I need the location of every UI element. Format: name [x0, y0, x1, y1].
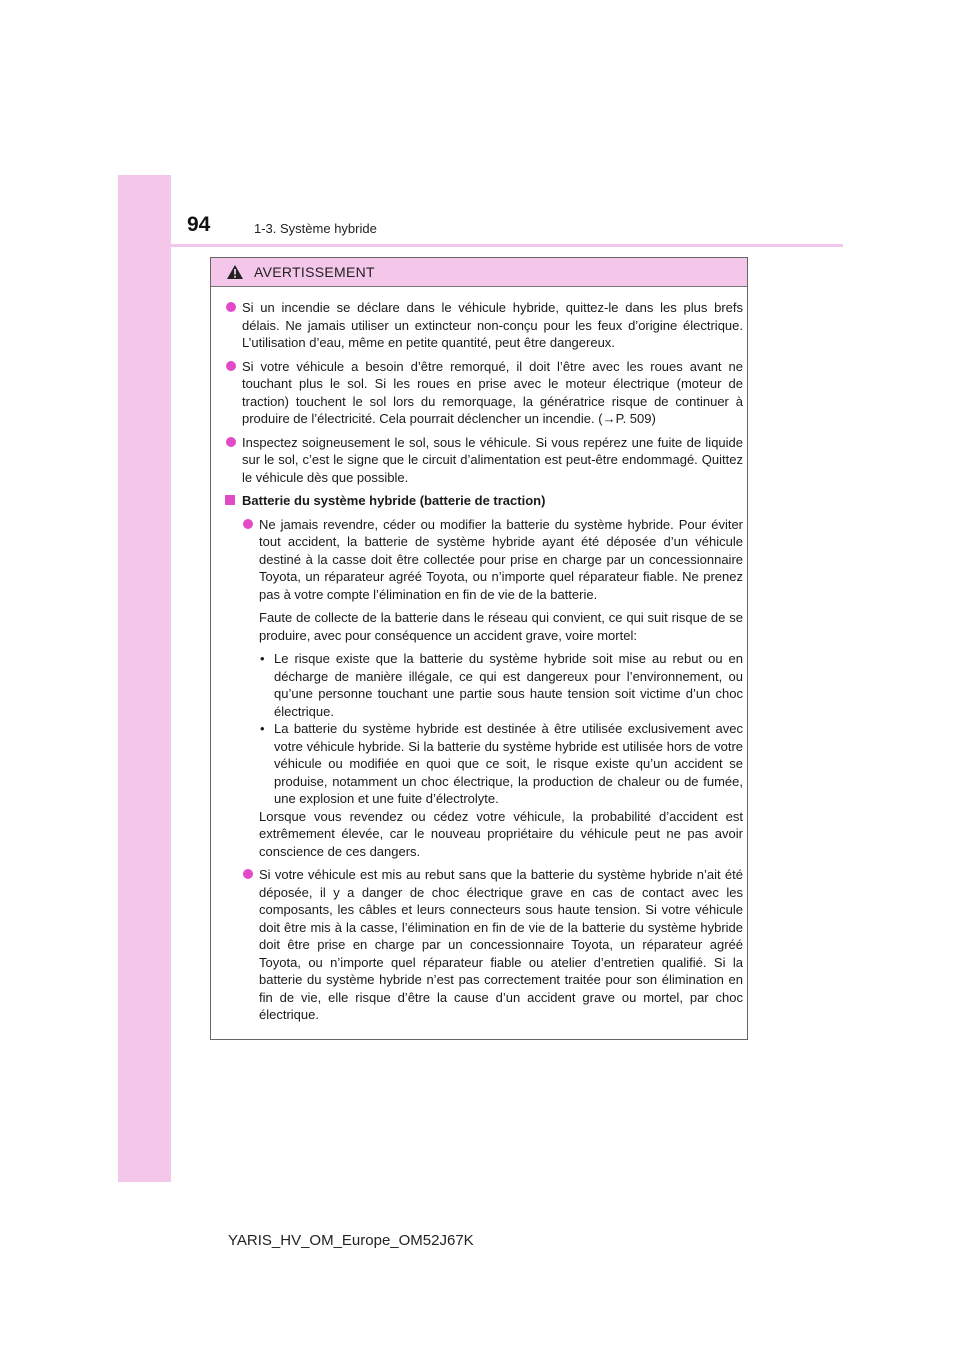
- list-item: [259, 650, 743, 720]
- warning-bullet-text: Ne jamais revendre, céder ou modifier la batterie du système hybride. Pour éviter tout accident, la batterie de système hybride ayant été déposée d’un véhicule destiné à la casse doit être collectée pour prise en charge par un concessionnaire Toyota, un réparateur agréé Toyota, ou n’importe quel réparateur fiable. Ne prenez pas à votre compte l’élimination en fin de vie de la batterie.: [259, 516, 743, 602]
- warning-bullet-text: Si votre véhicule a besoin d’être remorqué, il doit l’être avec les roues avant ne touchant plus le sol. Si les roues en prise avec le moteur électrique (moteur de traction) touchent le sol lors du remorquage, la génératrice risque de continuer à produire de l’électricité. Cela pourrait déclencher un incendie. (→P. 509): [242, 358, 743, 426]
- bullet-mark: •: [260, 651, 265, 666]
- list-item-text: Le risque existe que la batterie du système hybride soit mise au rebut ou en décharge de manière illégale, ce qui est dangereux pour l’environnement, ou qu’une personne touchant une partie sous haute tension soit victime d’un choc électrique.: [274, 651, 743, 719]
- warning-triangle-icon: [226, 264, 244, 280]
- square-marker-icon: [225, 495, 235, 505]
- footer-doc-id: YARIS_HV_OM_Europe_OM52J67K: [228, 1232, 474, 1249]
- warning-bullet: [225, 358, 743, 428]
- warning-bullet-text: Inspectez soigneusement le sol, sous le véhicule. Si vous repérez une fuite de liquide sur le sol, c’est le signe que le circuit d’alimentation est peut-être endommagé. Quittez le véhicule dès que possible.: [242, 434, 743, 485]
- bullet-mark: •: [260, 721, 265, 736]
- list-item-text: La batterie du système hybride est destinée à être utilisée exclusivement avec votre véhicule hybride. Si la batterie du système hybride est utilisée hors de votre véhicule ou modifiée en quoi que ce soit, le risque existe qu’un accident se produise, notamment un choc électrique, la production de chaleur ou de fumée, une explosion et une fuite d’électrolyte.: [274, 721, 743, 806]
- bullet-dot-icon: [243, 869, 253, 879]
- warning-bullet-text: Si un incendie se déclare dans le véhicule hybride, quittez-le dans les plus brefs délais. Ne jamais utiliser un extincteur non-conçu pour les feux d’origine électrique. L’utilisation d’eau, même en petite quantité, peut être dangereux.: [242, 300, 743, 350]
- list-item: [259, 720, 743, 808]
- section-title: 1-3. Système hybride: [254, 221, 377, 236]
- header-rule: [171, 244, 843, 247]
- battery-intro-text: Faute de collecte de la batterie dans le réseau qui convient, ce qui suit risque de se produire, avec pour conséquence un accident grave, voire mortel:: [259, 610, 743, 643]
- page-number: 94: [187, 213, 211, 236]
- warning-bullet: [242, 516, 743, 604]
- warning-header: [211, 258, 747, 287]
- consequence-list: [242, 650, 743, 808]
- bullet-dot-icon: [226, 361, 236, 371]
- warning-content: [211, 287, 747, 1024]
- warning-bullet: [225, 434, 743, 487]
- warning-bullet: [242, 866, 743, 1024]
- warning-bullet: [225, 299, 743, 352]
- warning-title: AVERTISSEMENT: [254, 264, 375, 280]
- warning-bullet-text: Si votre véhicule est mis au rebut sans que la batterie du système hybride n’ait été déposée, il y a danger de choc électrique grave en cas de contact avec les composants, les câbles et leurs connecteurs sous haute tension. Si votre véhicule doit être mis à la casse, l’élimination en fin de vie de la batterie du système hybride doit être prise en charge par un concessionnaire Toyota, un réparateur agréé Toyota, ou n’importe quel réparateur fiable ou atelier d’entretien qualifié. Si la batterie du système hybride n’est pas correctement traitée pour son élimination en fin de vie, elle risque d’être la cause d’un accident grave ou mortel, par choc électrique.: [259, 867, 743, 1022]
- battery-section-body: [225, 516, 743, 1024]
- side-color-band: [118, 175, 171, 1182]
- battery-section-title: Batterie du système hybride (batterie de traction): [242, 493, 546, 508]
- warning-box: [210, 257, 748, 1040]
- bullet-dot-icon: [243, 519, 253, 529]
- battery-section-heading: [225, 492, 743, 510]
- battery-closing-text: Lorsque vous revendez ou cédez votre véhicule, la probabilité d’accident est extrêmement élevée, car le nouveau propriétaire du véhicule peut ne pas avoir conscience de ces dangers.: [259, 808, 743, 859]
- bullet-dot-icon: [226, 302, 236, 312]
- bullet-dot-icon: [226, 437, 236, 447]
